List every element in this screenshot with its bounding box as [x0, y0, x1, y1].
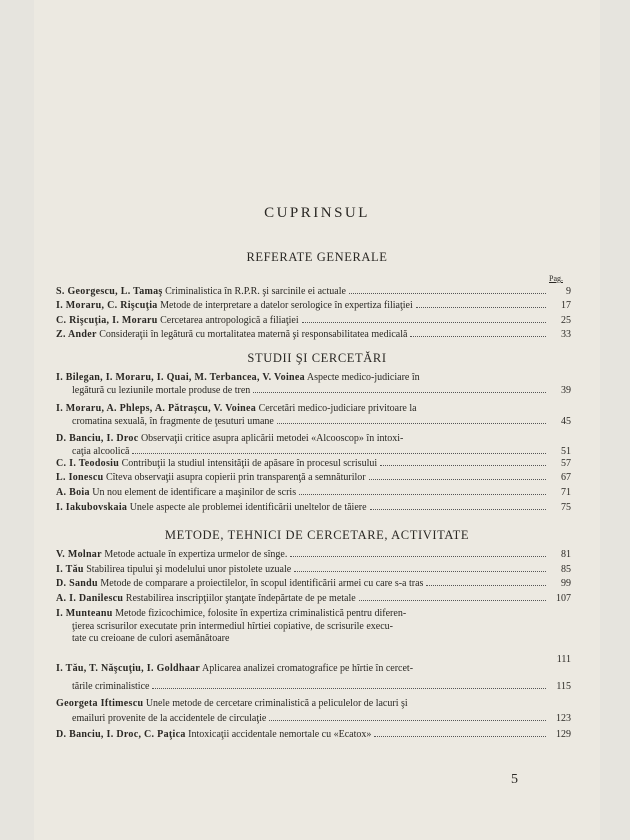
toc-entry: I. Bilegan, I. Moraru, I. Quai, M. Terbancea, V. Voinea Aspecte medico-judiciare în legătură cu leziunile mortale produse de tren 39 — [56, 372, 571, 396]
toc-entry: I. Moraru, A. Phleps, A. Pătraşcu, V. Voinea Cercetări medico-judiciare privitoare la cromatina sexuală, în fragmente de ţesuturi umane 45 — [56, 403, 571, 427]
toc-entry: C. Rişcuţia, I. Moraru Cercetarea antropologică a filiaţiei 25 — [56, 315, 571, 326]
toc-entry: A. Boia Un nou element de identificare a maşinilor de scris 71 — [56, 487, 571, 498]
toc-entry: D. Banciu, I. Droc, C. Paţica Intoxicaţii accidentale nemortale cu «Ecatox» 129 — [56, 729, 571, 740]
toc-entry: V. Molnar Metode actuale în expertiza urmelor de sînge. 81 — [56, 549, 571, 560]
toc-entry: A. I. Danilescu Restabilirea inscripţiilor ştanţate îndepărtate de pe metale 107 — [56, 593, 571, 604]
toc-entry: C. I. Teodosiu Contribuţii la studiul intensităţii de apăsare în procesul scrisului 57 — [56, 458, 571, 469]
section-heading: REFERATE GENERALE — [246, 250, 388, 264]
toc-entry: S. Georgescu, L. Tamaş Criminalistica în R.P.R. şi sarcinile ei actuale 9 — [56, 286, 571, 297]
toc-entry: D. Sandu Metode de comparare a proiectilelor, în scopul identificării armei cu care s-a tras 99 — [56, 578, 571, 589]
toc-entry: I. Iakubovskaia Unele aspecte ale problemei identificării uneltelor de tăiere 75 — [56, 502, 571, 513]
section-heading: METODE, TEHNICI DE CERCETARE, ACTIVITATE — [164, 528, 470, 542]
toc-entry: Georgeta Iftimescu Unele metode de cercetare criminalistică a peliculelor de lacuri şi emailuri provenite de la accidentele de circulaţie 123 — [56, 698, 571, 724]
toc-entry: D. Banciu, I. Droc Observaţii critice asupra aplicării metodei «Alcooscop» în intoxi- caţia alcoolică 51 — [56, 433, 571, 457]
toc-entry: L. Ionescu Cîteva observaţii asupra copierii prin transparenţă a semnăturilor 67 — [56, 472, 571, 483]
page-title: CUPRINSUL — [264, 205, 370, 221]
page-number: 5 — [511, 772, 518, 787]
toc-entry: I. Munteanu Metode fizicochimice, folosite în expertiza criminalistică pentru diferen- ţierea scrisurilor executate prin intermediul hîrtiei copiative, de scrisurile execu- tate cu creioane de culori asemănătoare 111 — [56, 608, 571, 665]
section-heading: STUDII ŞI CERCETĂRI — [247, 351, 387, 365]
toc-entry: Z. Ander Consideraţii în legătură cu mortalitatea maternă şi responsabilitatea medicală 33 — [56, 329, 571, 340]
toc-entry: I. Tău, T. Năşcuţiu, I. Goldhaar Aplicarea analizei cromatografice pe hîrtie în cercet- tările criminalistice 115 — [56, 663, 571, 692]
toc-entry: I. Tău Stabilirea tipului şi modelului unor pistolete uzuale 85 — [56, 564, 571, 575]
document-page — [34, 0, 600, 840]
page-column-label: Pag. — [549, 274, 563, 283]
toc-entry: I. Moraru, C. Rişcuţia Metode de interpretare a datelor serologice în expertiza filiaţiei 17 — [56, 300, 571, 311]
